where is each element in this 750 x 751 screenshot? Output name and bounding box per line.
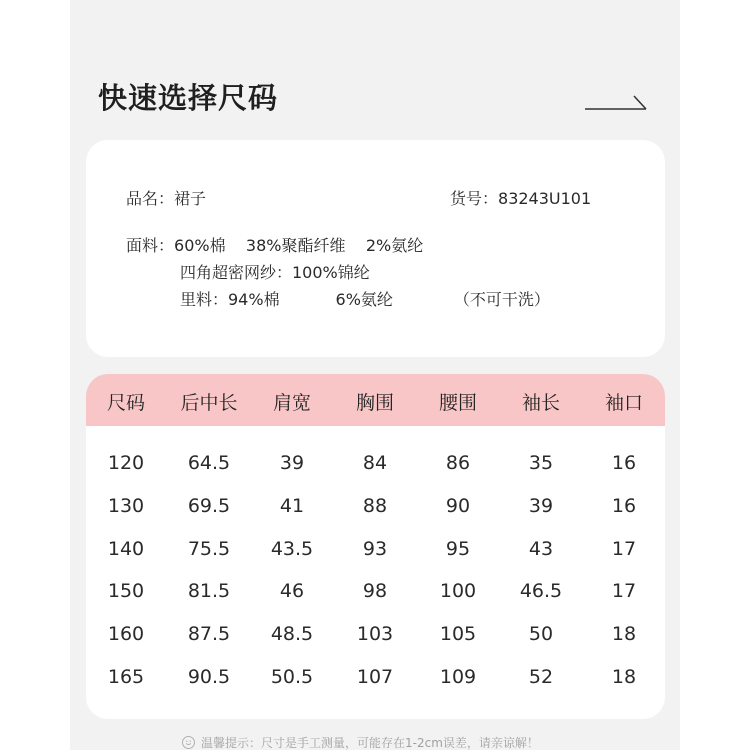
- cell-sleeve-length: 52: [528, 666, 554, 688]
- smile-icon: [182, 736, 195, 749]
- cell-sleeve-length: 35: [528, 452, 554, 474]
- cell-waist: 95: [445, 537, 471, 560]
- cell-size: 165: [107, 666, 145, 688]
- mesh-composition: 四角超密网纱：100%锦纶: [180, 263, 370, 282]
- arrow-right-icon[interactable]: [584, 90, 650, 112]
- product-name-label: 品名：: [126, 189, 175, 208]
- cell-size: 130: [107, 494, 145, 517]
- measurement-tip: [182, 734, 539, 751]
- fabric-row: [126, 233, 423, 256]
- cell-cuff: 17: [611, 580, 637, 603]
- cell-shoulder-width: 48.5: [270, 623, 314, 646]
- cell-size: 160: [107, 623, 145, 646]
- cell-chest: 103: [356, 623, 394, 646]
- fabric-label: 面料：: [126, 236, 175, 255]
- item-no-label: 货号：: [450, 189, 499, 208]
- cell-sleeve-length: 39: [528, 494, 554, 517]
- cell-chest: 107: [356, 666, 394, 688]
- cell-back-length: 87.5: [187, 623, 231, 646]
- cell-sleeve-length: 43: [528, 537, 554, 560]
- cell-chest: 84: [362, 452, 388, 474]
- header-chest: 胸围: [355, 392, 394, 414]
- cell-cuff: 17: [611, 537, 637, 560]
- cell-shoulder-width: 46: [279, 580, 305, 603]
- page-title: 快速选择尺码: [98, 81, 279, 115]
- header-size: 尺码: [106, 392, 145, 414]
- cell-back-length: 69.5: [187, 494, 231, 517]
- cell-sleeve-length: 50: [528, 623, 554, 646]
- cell-waist: 105: [439, 623, 477, 646]
- cell-chest: 93: [362, 537, 388, 560]
- lining-composition: 里料：94%棉 6%氨纶 （不可干洗）: [180, 290, 550, 309]
- header-cuff: 袖口: [604, 392, 643, 414]
- item-no: 83243U101: [498, 189, 592, 208]
- cell-size: 120: [107, 452, 145, 474]
- cell-shoulder-width: 43.5: [270, 537, 314, 560]
- cell-waist: 100: [439, 580, 477, 603]
- fabric-composition: 60%棉 38%聚酯纤维 2%氨纶: [174, 236, 424, 255]
- cell-chest: 88: [362, 494, 388, 517]
- product-info-card: [86, 140, 665, 357]
- cell-cuff: 16: [611, 452, 637, 474]
- cell-shoulder-width: 39: [279, 452, 305, 474]
- cell-waist: 90: [445, 494, 471, 517]
- cell-back-length: 90.5: [187, 666, 231, 688]
- cell-cuff: 18: [611, 623, 637, 646]
- product-name-row: [126, 186, 206, 209]
- header-shoulder-width: 肩宽: [272, 392, 311, 414]
- item-no-row: [450, 186, 591, 209]
- cell-shoulder-width: 50.5: [270, 666, 314, 688]
- cell-back-length: 81.5: [187, 580, 231, 603]
- cell-back-length: 64.5: [187, 452, 231, 474]
- size-table: [86, 374, 665, 719]
- cell-chest: 98: [362, 580, 388, 603]
- header-back-length: 后中长: [180, 392, 238, 414]
- size-table-header: [86, 374, 665, 426]
- product-name: 裙子: [174, 189, 207, 208]
- cell-cuff: 18: [611, 666, 637, 688]
- cell-size: 150: [107, 580, 145, 603]
- cell-size: 140: [107, 537, 145, 560]
- cell-shoulder-width: 41: [279, 494, 305, 517]
- tip-text: 温馨提示：尺寸是手工测量，可能存在1-2cm误差，请亲谅解！: [201, 736, 539, 750]
- header-waist: 腰围: [438, 392, 477, 414]
- cell-waist: 109: [439, 666, 477, 688]
- cell-sleeve-length: 46.5: [519, 580, 563, 603]
- cell-waist: 86: [445, 452, 471, 474]
- cell-back-length: 75.5: [187, 537, 231, 560]
- cell-cuff: 16: [611, 494, 637, 517]
- header-sleeve-length: 袖长: [521, 392, 560, 414]
